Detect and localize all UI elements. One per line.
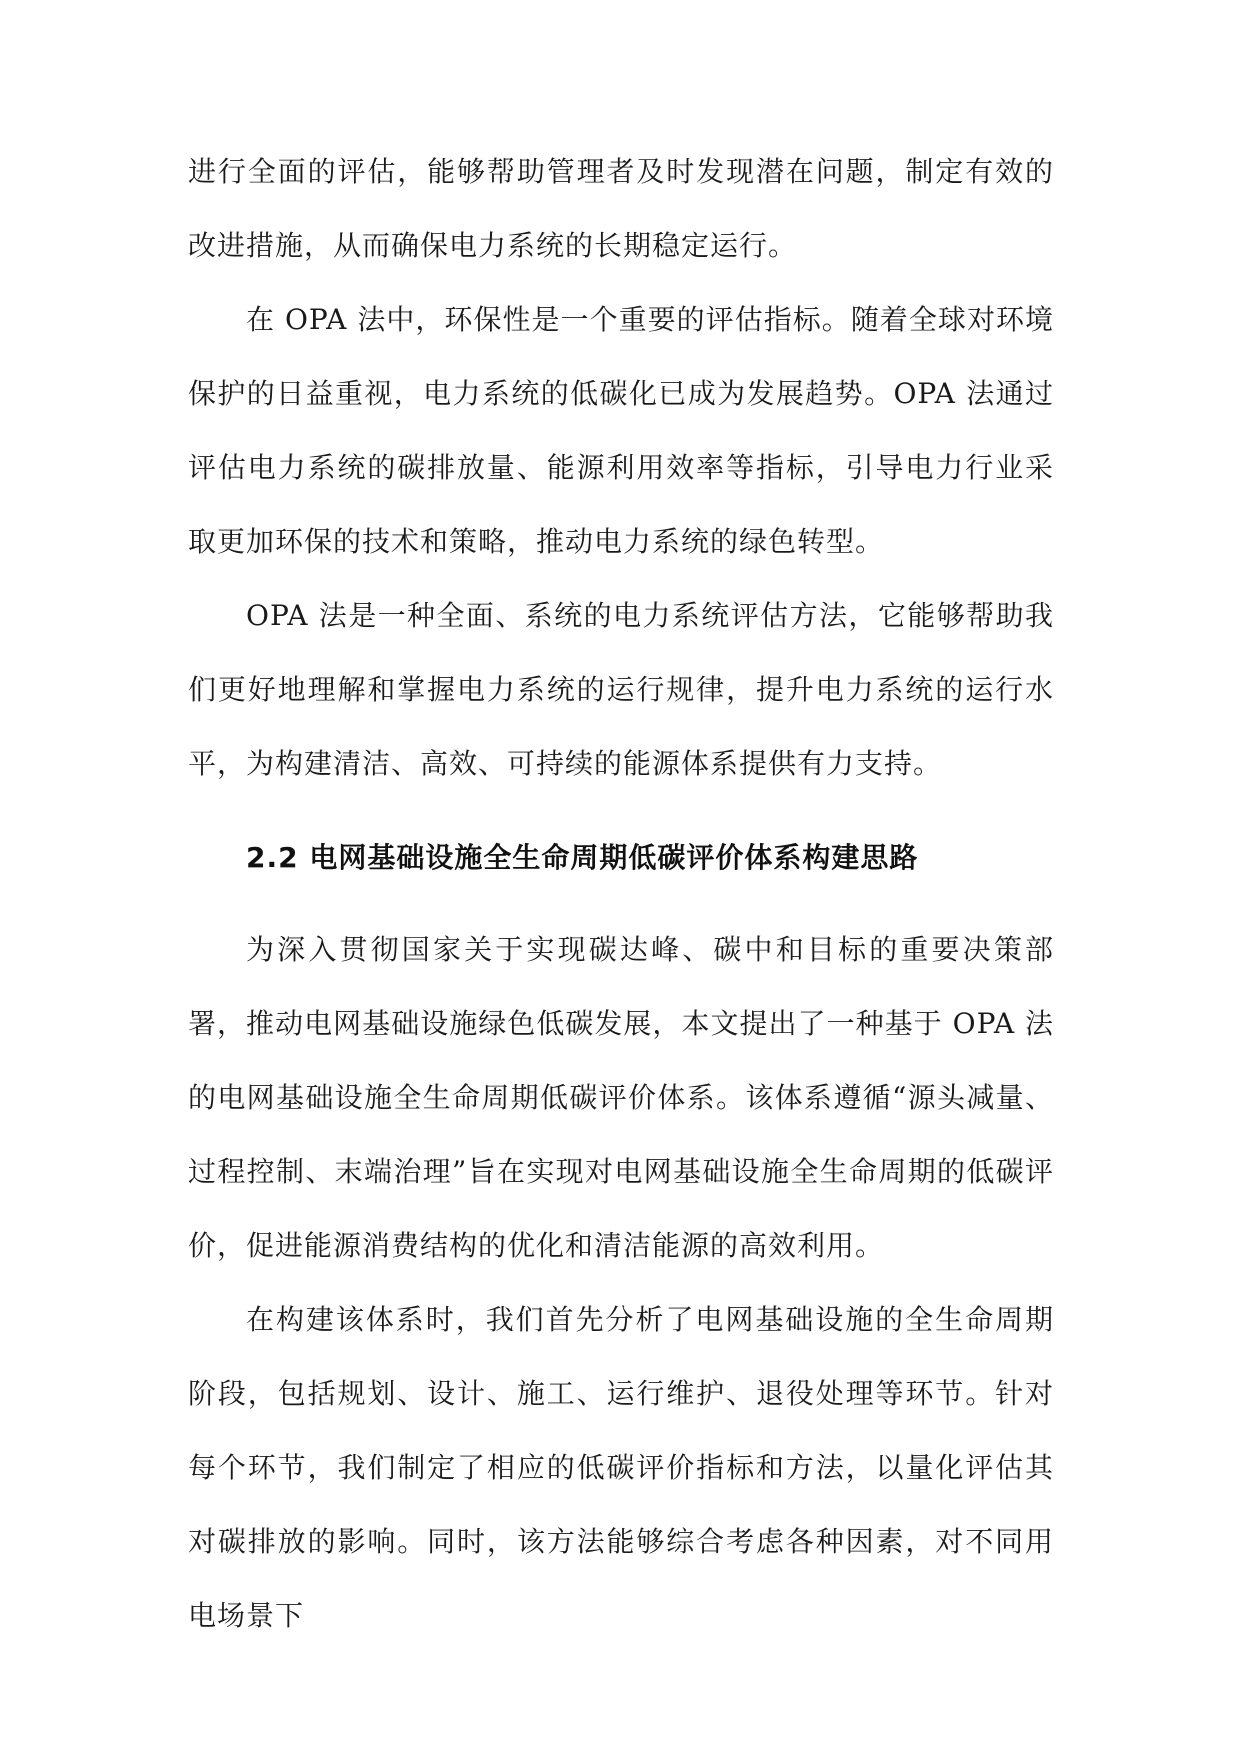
body-paragraph: 在 OPA 法中，环保性是一个重要的评估指标。随着全球对环境保护的日益重视，电力系统的低碳化已成为发展趋势。OPA 法通过评估电力系统的碳排放量、能源利用效率等指标，引导电力行业采取更加环保的技术和策略，推动电力系统的绿色转型。 [188, 303, 1054, 558]
body-paragraph: OPA 法是一种全面、系统的电力系统评估方法，它能够帮助我们更好地理解和掌握电力系统的运行规律，提升电力系统的运行水平，为构建清洁、高效、可持续的能源体系提供有力支持。 [188, 599, 1054, 780]
body-paragraph: 进行全面的评估，能够帮助管理者及时发现潜在问题，制定有效的改进措施，从而确保电力系统的长期稳定运行。 [188, 155, 1054, 262]
body-paragraph: 为深入贯彻国家关于实现碳达峰、碳中和目标的重要决策部署，推动电网基础设施绿色低碳发展，本文提出了一种基于 OPA 法的电网基础设施全生命周期低碳评价体系。该体系遵循“源头减量、过程控制、末端治理”旨在实现对电网基础设施全生命周期的低碳评价，促进能源消费结构的优化和清洁能源的高效利用。 [188, 933, 1054, 1262]
body-paragraph: 在构建该体系时，我们首先分析了电网基础设施的全生命周期阶段，包括规划、设计、施工、运行维护、退役处理等环节。针对每个环节，我们制定了相应的低碳评价指标和方法，以量化评估其对碳排放的影响。同时，该方法能够综合考虑各种因素，对不同用电场景下 [188, 1303, 1054, 1632]
section-heading: 2.2 电网基础设施全生命周期低碳评价体系构建思路 [246, 841, 919, 874]
